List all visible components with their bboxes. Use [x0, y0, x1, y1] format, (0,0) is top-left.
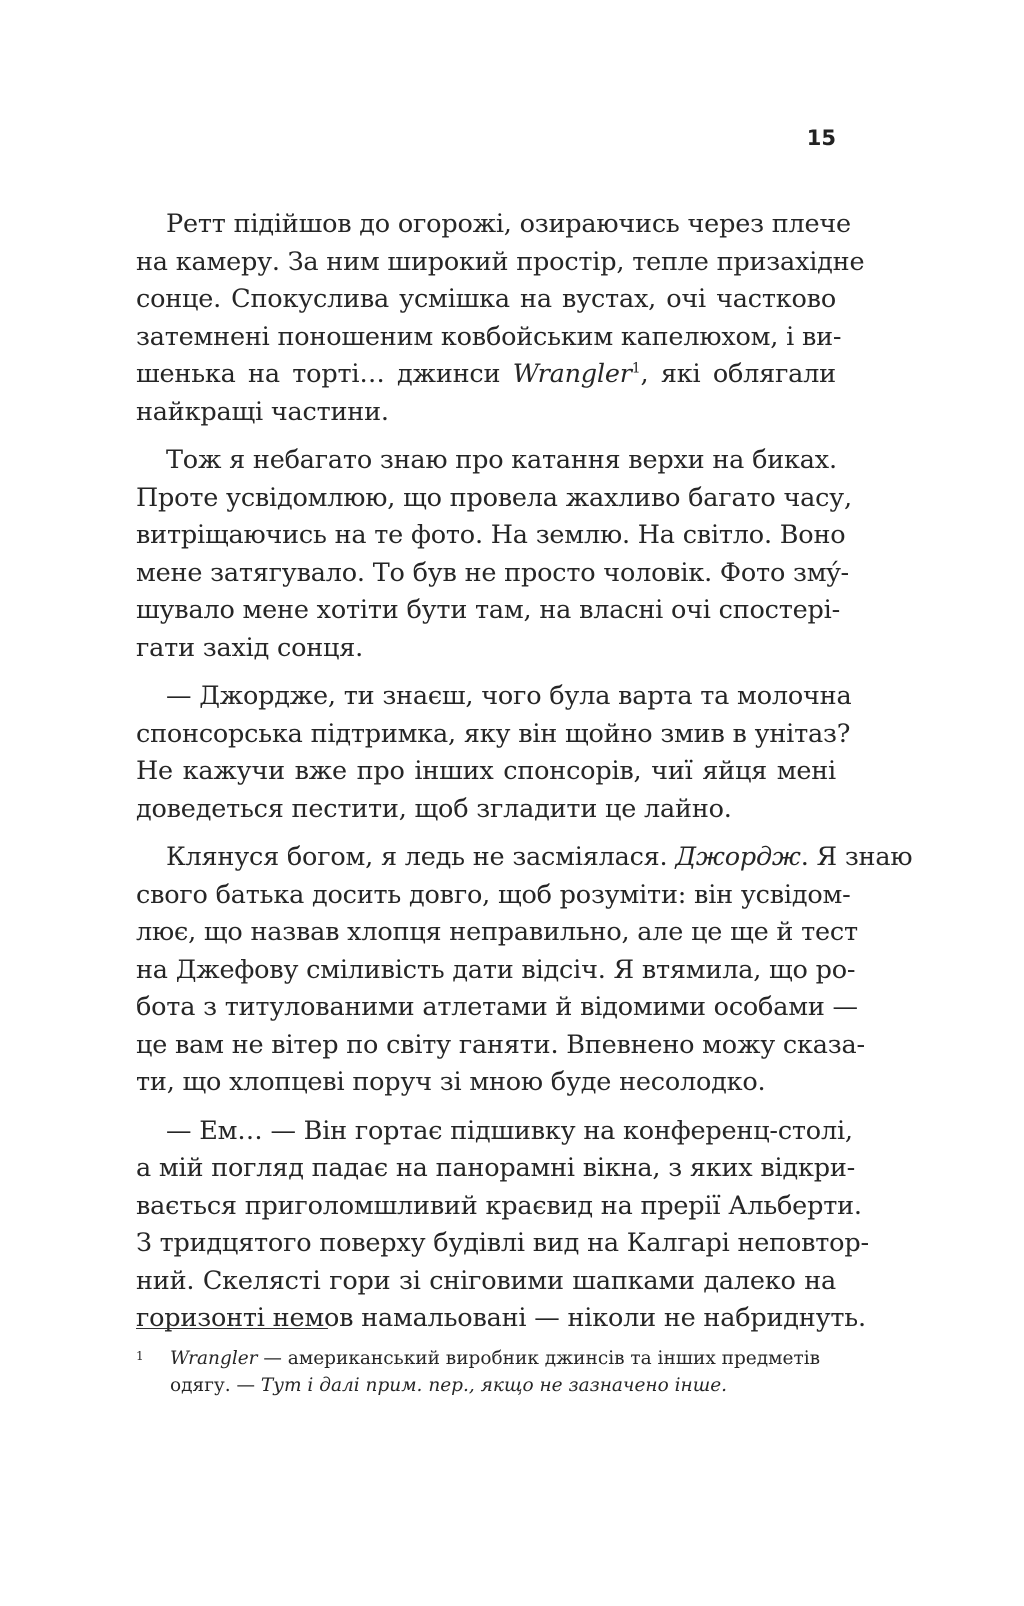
- paragraph-4: [136, 839, 913, 1102]
- text-line: [136, 839, 913, 877]
- text-line: Проте усвідомлюю, що провела жахливо багато часу,: [136, 482, 852, 513]
- text-line: гати захід сонця.: [136, 632, 364, 663]
- paragraph-1: [136, 206, 865, 431]
- text-line: лює, що назвав хлопця неправильно, але це ще й тест: [136, 917, 858, 947]
- text-line: Ретт підійшов до огорожі, озираючись через плече: [166, 209, 851, 239]
- text-line: доведеться пестити, щоб згладити це лайно.: [136, 793, 732, 824]
- text-line: ний. Скелясті гори зі сніговими шапками далеко на: [136, 1265, 836, 1296]
- text-line: Тож я небагато знаю про катання верхи на биках.: [166, 445, 837, 475]
- text-line: ти, що хлопцеві поруч зі мною буде несолодко.: [136, 1067, 766, 1097]
- page-number: 15: [806, 126, 836, 150]
- text-line: мене затягувало. То був не просто чоловік. Фото змý-: [136, 557, 849, 588]
- text-fragment: , які облягали: [640, 359, 836, 389]
- text-line: витріщаючись на те фото. На землю. На світло. Воно: [136, 520, 846, 550]
- footnote-line: [136, 1345, 836, 1372]
- footnote-line: [136, 1372, 836, 1399]
- text-line: — Ем… — Він гортає підшивку на конференц-столі,: [166, 1115, 853, 1146]
- footnote-reference: 1: [631, 360, 641, 377]
- text-line: вається приголомшливий краєвид на прерії Альберти.: [136, 1190, 862, 1221]
- text-line: — Джордже, ти знаєш, чого була варта та молочна: [166, 681, 852, 711]
- italic-brand-name: Wrangler: [512, 359, 632, 389]
- text-line: спонсорська підтримка, яку він щойно змив в унітаз?: [136, 718, 851, 749]
- footnote-text: одягу. —: [170, 1375, 261, 1396]
- text-line: бота з титулованими атлетами й відомими особами —: [136, 992, 858, 1022]
- footnote-italic-note: Тут і далі прим. пер., якщо не зазначено інше.: [260, 1375, 728, 1396]
- footnote-divider: [136, 1328, 328, 1329]
- body-text: [136, 206, 913, 1349]
- text-line: а мій погляд падає на панорамні вікна, з яких відкри-: [136, 1153, 856, 1183]
- text-line: це вам не вітер по світу ганяти. Впевнено можу сказа-: [136, 1029, 865, 1060]
- text-line: найкращі частини.: [136, 396, 389, 427]
- text-line: сонце. Спокуслива усмішка на вустах, очі частково: [136, 284, 836, 314]
- footnote-text: — американський виробник джинсів та інших предметів: [257, 1348, 821, 1369]
- paragraph-2: [136, 442, 852, 667]
- italic-name: Джордж: [675, 842, 801, 872]
- text-line: на камеру. За ним широкий простір, тепле призахідне: [136, 246, 865, 277]
- text-line: на Джефову сміливість дати відсіч. Я втямила, що ро-: [136, 954, 856, 985]
- text-fragment: . Я знаю: [800, 842, 913, 872]
- text-line: горизонті немов намальовані — ніколи не набриднуть.: [136, 1303, 866, 1333]
- text-line: затемнені поношеним ковбойським капелюхом, і ви-: [136, 321, 842, 352]
- text-fragment: шенька на торті… джинси: [136, 359, 513, 389]
- text-line: свого батька досить довго, щоб розуміти: він усвідом-: [136, 879, 851, 910]
- footnote: [136, 1345, 836, 1399]
- text-line: [136, 356, 836, 394]
- footnote-marker: 1: [136, 1349, 144, 1363]
- paragraph-5: [136, 1113, 869, 1338]
- footnote-italic-term: Wrangler: [170, 1348, 258, 1369]
- text-fragment: Клянуся богом, я ледь не засміялася.: [166, 842, 676, 872]
- text-line: З тридцятого поверху будівлі вид на Калгарі неповтор-: [136, 1228, 869, 1258]
- paragraph-3: [136, 678, 852, 828]
- text-line: шувало мене хотіти бути там, на власні очі спостері-: [136, 595, 841, 625]
- text-line: Не кажучи вже про інших спонсорів, чиї яйця мені: [136, 756, 836, 786]
